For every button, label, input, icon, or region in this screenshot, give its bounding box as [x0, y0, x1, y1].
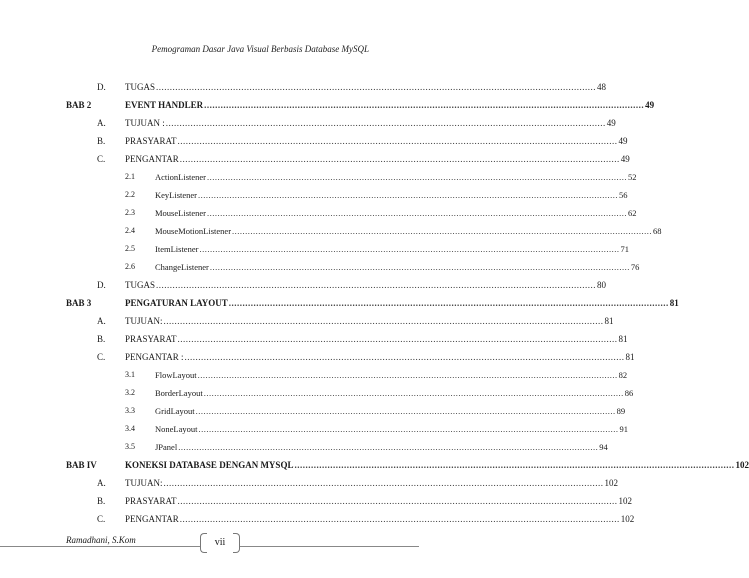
toc-entry-label: 2.4	[125, 226, 135, 235]
toc-entry-title-line	[155, 404, 626, 418]
toc-entry-page: 94	[599, 442, 608, 452]
toc-entry-title-line	[125, 314, 614, 328]
toc-entry-title: PRASYARAT	[125, 136, 177, 146]
toc-entry-title: PENGANTAR :	[125, 352, 184, 362]
toc-entry-label: 2.1	[125, 172, 135, 181]
toc-entry-page: 48	[597, 82, 607, 92]
toc-entry-title: FlowLayout	[155, 370, 197, 380]
toc-entry	[0, 296, 679, 310]
toc-entry-title-line	[155, 260, 640, 274]
toc-entry-title: TUJUAN:	[125, 316, 163, 326]
toc-entry-title-line	[155, 368, 628, 382]
toc-entry-page: 49	[606, 118, 616, 128]
page-number: vii	[214, 537, 226, 548]
toc-entry-label: A.	[97, 478, 106, 488]
toc-leader-dots: ................................................................................................................................................................	[178, 442, 599, 452]
toc-entry-label: A.	[97, 118, 106, 128]
toc-entry-page: 86	[624, 388, 634, 398]
toc-leader-dots: ................................................................................................................................................................	[232, 226, 653, 236]
toc-entry-label: B.	[97, 136, 106, 146]
toc-entry-label: D.	[97, 82, 106, 92]
toc-entry-page: 102	[618, 496, 633, 506]
toc-entry-title-line	[125, 80, 607, 94]
toc-entry-title-line	[155, 188, 628, 202]
toc-leader-dots: ................................................................................................................................................................	[163, 478, 604, 488]
toc-entry-label: 3.1	[125, 370, 135, 379]
toc-entry	[0, 332, 628, 346]
toc-entry	[0, 404, 626, 418]
toc-entry-label: 2.3	[125, 208, 135, 217]
toc-entry	[0, 278, 607, 292]
toc-entry-title: ActionListener	[155, 172, 206, 182]
toc-entry-page: 62	[628, 208, 637, 218]
toc-leader-dots: ................................................................................................................................................................	[207, 208, 627, 218]
toc-entry-title: PRASYARAT	[125, 496, 177, 506]
toc-entry-label: 3.3	[125, 406, 135, 415]
toc-entry-title: TUJUAN :	[125, 118, 165, 128]
footer-rule-left	[0, 546, 200, 547]
toc-entry-page: 82	[618, 370, 628, 380]
toc-entry-title: GridLayout	[155, 406, 195, 416]
toc-entry-label: BAB 3	[66, 298, 92, 308]
toc-entry-label: 2.2	[125, 190, 135, 199]
toc-entry-title: PENGANTAR	[125, 514, 179, 524]
toc-entry-title-line	[125, 98, 655, 112]
toc-entry-label: A.	[97, 316, 106, 326]
toc-entry-title-line	[125, 512, 635, 526]
toc-entry-title-line	[125, 350, 635, 364]
toc-entry-title-line	[155, 422, 628, 436]
toc-leader-dots: ................................................................................................................................................................	[195, 406, 616, 416]
toc-entry-title-line	[125, 332, 628, 346]
toc-entry-page: 49	[645, 100, 655, 110]
toc-entry	[0, 512, 635, 526]
toc-leader-dots: ................................................................................................................................................................	[179, 154, 620, 164]
toc-entry-title: TUGAS	[125, 82, 156, 92]
toc-entry	[0, 260, 640, 274]
toc-entry-page: 89	[616, 406, 626, 416]
toc-leader-dots: ................................................................................................................................................................	[165, 118, 606, 128]
toc-entry-label: BAB 2	[66, 100, 92, 110]
toc-entry-title: EVENT HANDLER	[125, 100, 204, 110]
toc-entry-title-line	[155, 170, 637, 184]
toc-entry	[0, 134, 628, 148]
toc-entry-title-line	[125, 152, 630, 166]
toc-entry-title: BorderLayout	[155, 388, 203, 398]
toc-entry-page: 49	[618, 136, 628, 146]
toc-leader-dots: ................................................................................................................................................................	[179, 514, 620, 524]
toc-entry-title: TUGAS	[125, 280, 156, 290]
toc-entry-title: MouseMotionListener	[155, 226, 232, 236]
toc-entry-label: 3.4	[125, 424, 135, 433]
toc-entry-page: 81	[604, 316, 614, 326]
toc-entry-title: TUJUAN:	[125, 478, 163, 488]
toc-entry-title-line	[125, 296, 679, 310]
toc-entry-title: KONEKSI DATABASE DENGAN MYSQL	[125, 460, 294, 470]
toc-entry-title-line	[155, 440, 608, 454]
toc-entry	[0, 458, 749, 472]
toc-entry	[0, 152, 630, 166]
toc-entry	[0, 116, 616, 130]
toc-entry-label: 2.6	[125, 262, 135, 271]
toc-entry	[0, 242, 629, 256]
toc-entry-title-line	[125, 476, 618, 490]
toc-entry	[0, 440, 608, 454]
toc-entry-label: C.	[97, 514, 106, 524]
toc-leader-dots: ................................................................................................................................................................	[156, 82, 597, 92]
toc-entry-page: 81	[618, 334, 628, 344]
toc-leader-dots: ................................................................................................................................................................	[204, 100, 645, 110]
toc-entry-label: B.	[97, 334, 106, 344]
toc-entry-page: 71	[620, 244, 629, 254]
toc-entry-title: PENGANTAR	[125, 154, 179, 164]
toc-leader-dots: ................................................................................................................................................................	[203, 388, 624, 398]
toc-entry-page: 102	[604, 478, 618, 488]
toc-leader-dots: ................................................................................................................................................................	[198, 190, 619, 200]
toc-entry-page: 81	[669, 298, 679, 308]
toc-entry	[0, 314, 614, 328]
toc-entry-title-line	[125, 134, 628, 148]
toc-entry-page: 56	[619, 190, 628, 200]
toc-entry-title: MouseListener	[155, 208, 206, 218]
footer-rule-right	[240, 546, 419, 547]
toc-leader-dots: ................................................................................................................................................................	[209, 262, 630, 272]
toc-entry-title: ItemListener	[155, 244, 199, 254]
toc-entry	[0, 422, 628, 436]
toc-entry-page: 81	[625, 352, 635, 362]
toc-entry-title: ChangeListener	[155, 262, 209, 272]
toc-entry	[0, 224, 662, 238]
toc-entry	[0, 206, 637, 220]
toc-entry-title: KeyListener	[155, 190, 198, 200]
toc-entry-label: BAB IV	[66, 460, 97, 470]
toc-leader-dots: ................................................................................................................................................................	[198, 424, 619, 434]
running-header: Pemograman Dasar Java Visual Berbasis Database MySQL	[151, 44, 369, 54]
toc-entry	[0, 386, 634, 400]
toc-entry	[0, 80, 607, 94]
toc-entry-page: 68	[653, 226, 662, 236]
toc-entry-title-line	[125, 494, 633, 508]
toc-entry-label: 2.5	[125, 244, 135, 253]
toc-entry-page: 76	[630, 262, 640, 272]
toc-entry-label: 3.5	[125, 442, 135, 451]
toc-entry-page: 52	[627, 172, 637, 182]
toc-entry-title: PENGATURAN LAYOUT	[125, 298, 228, 308]
toc-entry-label: D.	[97, 280, 106, 290]
toc-entry-title: JPanel	[155, 442, 178, 452]
toc-entry-title-line	[125, 116, 616, 130]
toc-entry-page: 91	[619, 424, 628, 434]
toc-leader-dots: ................................................................................................................................................................	[156, 280, 597, 290]
toc-entry	[0, 494, 633, 508]
toc-entry	[0, 350, 635, 364]
toc-entry-title-line	[155, 386, 634, 400]
toc-entry-title-line	[155, 224, 662, 238]
page-number-box	[200, 533, 240, 553]
toc-leader-dots: ................................................................................................................................................................	[228, 298, 669, 308]
toc-entry-page: 49	[620, 154, 630, 164]
toc-leader-dots: ................................................................................................................................................................	[177, 334, 618, 344]
toc-leader-dots: ................................................................................................................................................................	[177, 496, 618, 506]
toc-entry	[0, 368, 628, 382]
toc-leader-dots: ................................................................................................................................................................	[206, 172, 627, 182]
footer-author: Ramadhani, S.Kom	[66, 535, 136, 545]
toc-leader-dots: ................................................................................................................................................................	[199, 244, 620, 254]
toc-entry-label: 3.2	[125, 388, 135, 397]
toc-entry-title-line	[155, 206, 637, 220]
toc-entry-title: NoneLayout	[155, 424, 198, 434]
toc-entry-page: 80	[597, 280, 607, 290]
toc-leader-dots: ................................................................................................................................................................	[294, 460, 735, 470]
toc-leader-dots: ................................................................................................................................................................	[197, 370, 618, 380]
toc-entry-page: 102	[735, 460, 749, 470]
toc-entry-label: C.	[97, 352, 106, 362]
toc-leader-dots: ................................................................................................................................................................	[177, 136, 618, 146]
toc-entry-title-line	[125, 458, 749, 472]
toc-leader-dots: ................................................................................................................................................................	[184, 352, 625, 362]
toc-entry-title-line	[125, 278, 607, 292]
toc-entry-label: C.	[97, 154, 106, 164]
toc-entry-title: PRASYARAT	[125, 334, 177, 344]
toc-entry-page: 102	[620, 514, 635, 524]
toc-entry	[0, 98, 655, 112]
toc-entry-label: B.	[97, 496, 106, 506]
toc-entry	[0, 170, 637, 184]
toc-entry-title-line	[155, 242, 629, 256]
toc-entry	[0, 476, 618, 490]
toc-leader-dots: ................................................................................................................................................................	[163, 316, 604, 326]
toc-entry	[0, 188, 628, 202]
